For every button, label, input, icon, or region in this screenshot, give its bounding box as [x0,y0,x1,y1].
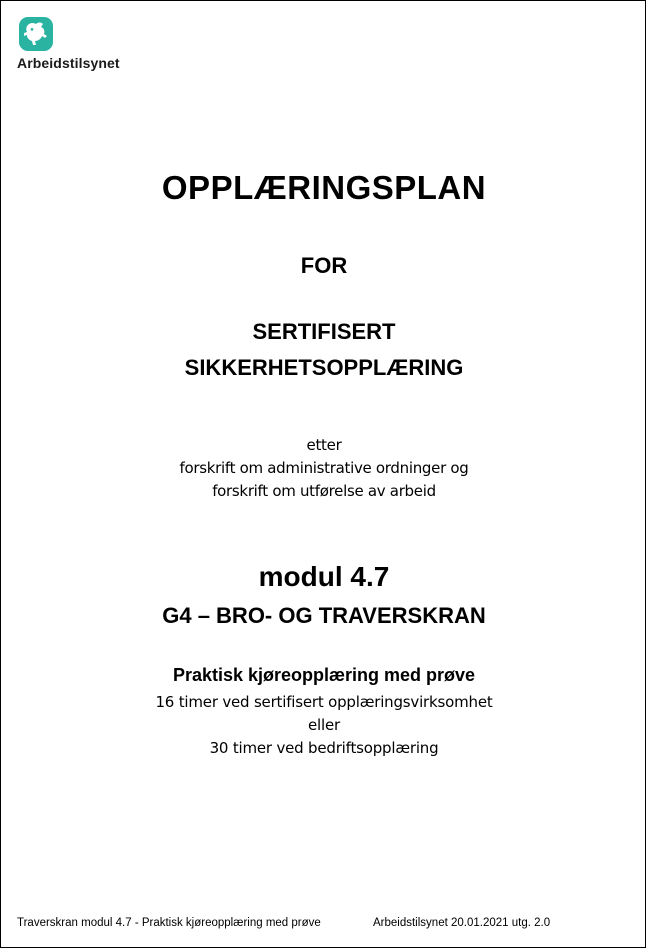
subtitle-line-2: SIKKERHETSOPPLÆRING [184,355,464,380]
subtitle-line-1: SERTIFISERT [252,319,396,344]
footer-right: Arbeidstilsynet 20.01.2021 utg. 2.0 [373,917,551,929]
logo [17,17,137,73]
for-label: FOR [300,253,348,278]
logo-wordmark: Arbeidstilsynet [17,55,120,71]
module-number: modul 4.7 [258,561,390,592]
regulation-line-2: forskrift om administrative ordninger og [179,459,469,477]
lion-icon [19,17,53,51]
document-title: OPPLÆRINGSPLAN [161,169,487,206]
footer-left: Traverskran modul 4.7 - Praktisk kjøreopplæring med prøve [17,917,321,929]
training-heading: Praktisk kjøreopplæring med prøve [172,665,476,685]
training-line-1: 16 timer ved sertifisert opplæringsvirksomhet [155,693,493,711]
module-name: G4 – BRO- OG TRAVERSKRAN [162,603,486,628]
regulation-line-1: etter [306,436,342,454]
training-line-3: 30 timer ved bedriftsopplæring [209,739,439,757]
regulation-line-3: forskrift om utførelse av arbeid [212,482,436,500]
training-line-2: eller [308,716,340,734]
